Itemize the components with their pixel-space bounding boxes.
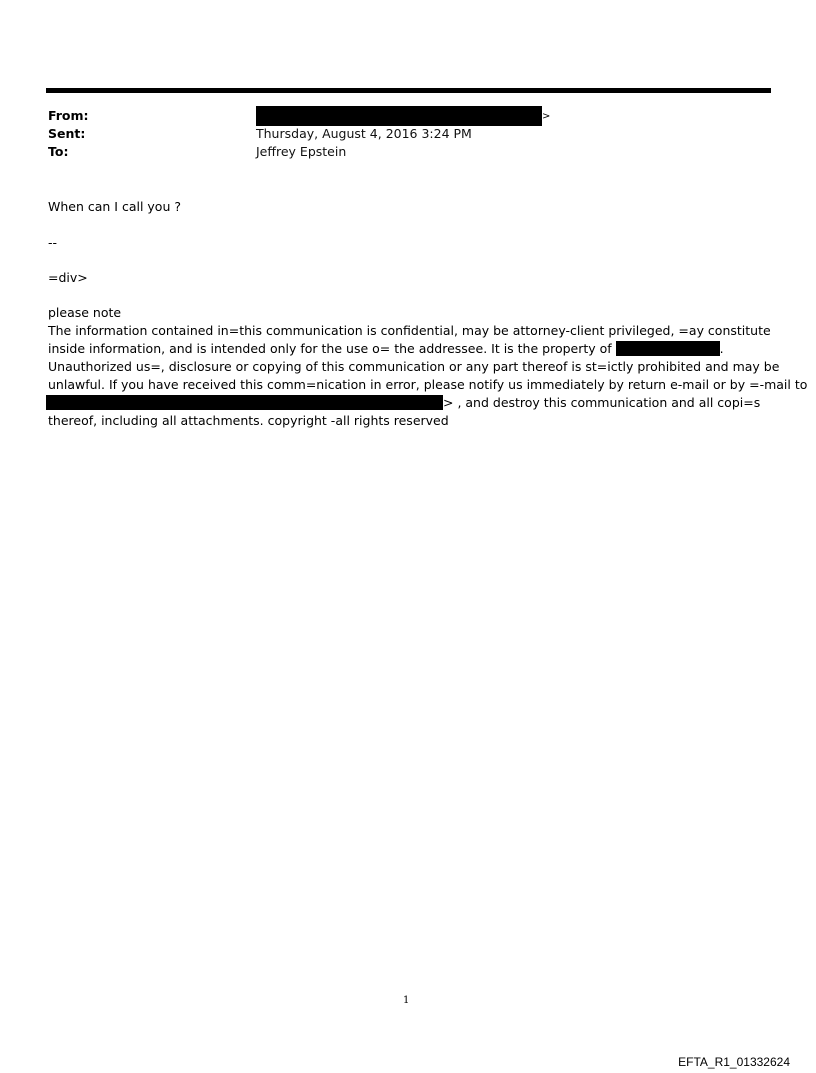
to-value: Jeffrey Epstein [256, 144, 347, 159]
sent-value: Thursday, August 4, 2016 3:24 PM [256, 126, 472, 141]
disclaimer-line-2-end: . [719, 341, 724, 356]
disclaimer-line-5 [46, 394, 760, 412]
disclaimer-line-4: unlawful. If you have received this comm=nication in error, please notify us immediately by return e-mail or by =-mail to [48, 377, 808, 392]
disclaimer-line-2 [48, 340, 724, 358]
message-greeting: When can I call you ? [48, 199, 181, 214]
to-label: To: [48, 144, 69, 159]
note-heading: please note [48, 305, 122, 320]
disclaimer-line-2-start: inside information, and is intended only for the use o= the addressee. It is the property of [48, 341, 612, 356]
disclaimer-line-5-end: > , and destroy this communication and all copi=s [443, 395, 761, 410]
property-owner-redaction [616, 341, 720, 356]
div-marker: =div> [48, 270, 88, 285]
from-label: From: [48, 108, 89, 123]
contact-email-redaction [46, 395, 443, 410]
header-divider [46, 88, 771, 93]
message-separator: -- [48, 235, 58, 250]
disclaimer-line-3: Unauthorized us=, disclosure or copying of this communication or any part thereof is st=ictly prohibited and may be [48, 359, 780, 374]
disclaimer-line-1: The information contained in=this communication is confidential, may be attorney-client privileged, =ay constitute [48, 323, 771, 338]
sent-label: Sent: [48, 126, 86, 141]
disclaimer-line-6: thereof, including all attachments. copyright -all rights reserved [48, 413, 449, 428]
page-number: 1 [403, 995, 410, 1006]
from-redaction [256, 106, 542, 126]
from-tail: > [542, 111, 551, 122]
document-id: EFTA_R1_01332624 [678, 1055, 790, 1069]
